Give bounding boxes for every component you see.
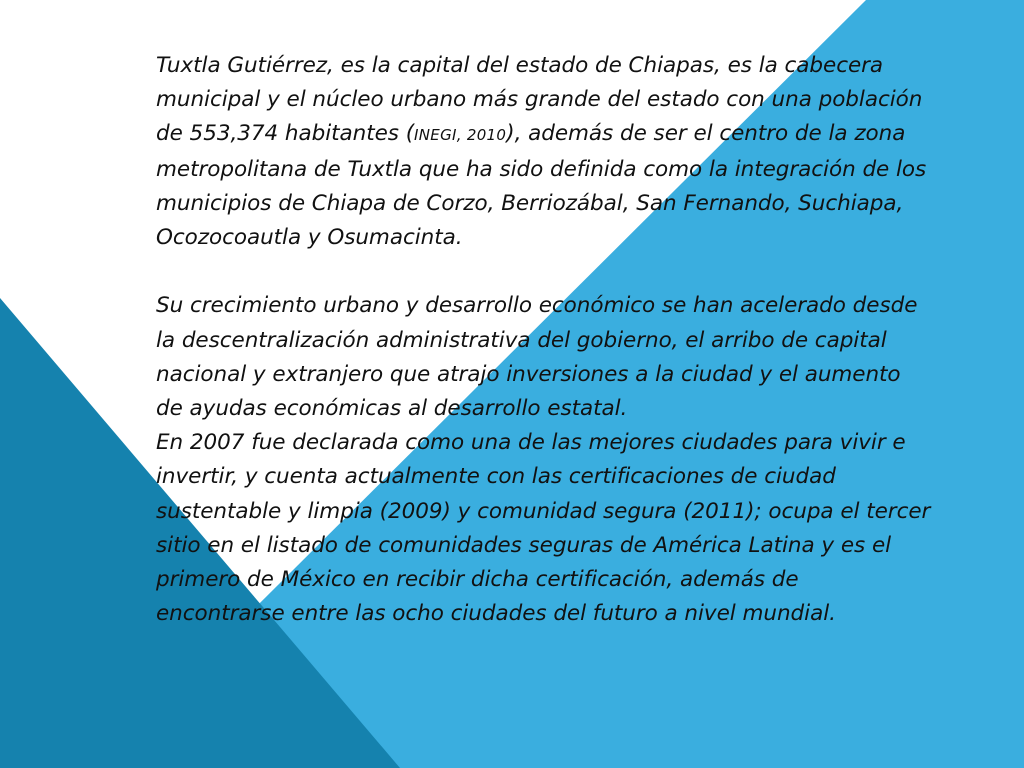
paragraph-3: En 2007 fue declarada como una de las mejores ciudades para vivir e invertir, y cuenta actualmente con las certificaciones de ciudad sustentable y limpia (2009) y comunidad segura (2011); ocupa el tercer sitio en el listado de comunidades seguras de América Latina y es el primero de México en recibir dicha certificación, además de encontrarse entre las ocho ciudades del futuro a nivel mundial. [156, 430, 931, 627]
paragraph-1-after-citation: ), además de ser el centro de la zona metropolitana de Tuxtla que ha sido definida como la integración de los municipios de Chiapa de Corzo, Berriozábal, San Fernando, Suchiapa, Ocozocoautla y Osumacinta. [156, 121, 927, 251]
paragraph-1-before-citation: Tuxtla Gutiérrez, es la capital del estado de Chiapas, es la cabecera municipal y el núcleo urbano más grande del estado con una población de 553,374 habitantes ( [156, 53, 923, 147]
body-text [156, 49, 931, 631]
paragraph-spacer [156, 255, 931, 289]
paragraph-2: Su crecimiento urbano y desarrollo económico se han acelerado desde la descentralización administrativa del gobierno, el arribo de capital nacional y extranjero que atrajo inversiones a la ciudad y el aumento de ayudas económicas al desarrollo estatal. [156, 293, 918, 422]
paragraph-1-citation: INEGI, 2010 [414, 126, 507, 145]
paragraph-1 [156, 49, 931, 255]
